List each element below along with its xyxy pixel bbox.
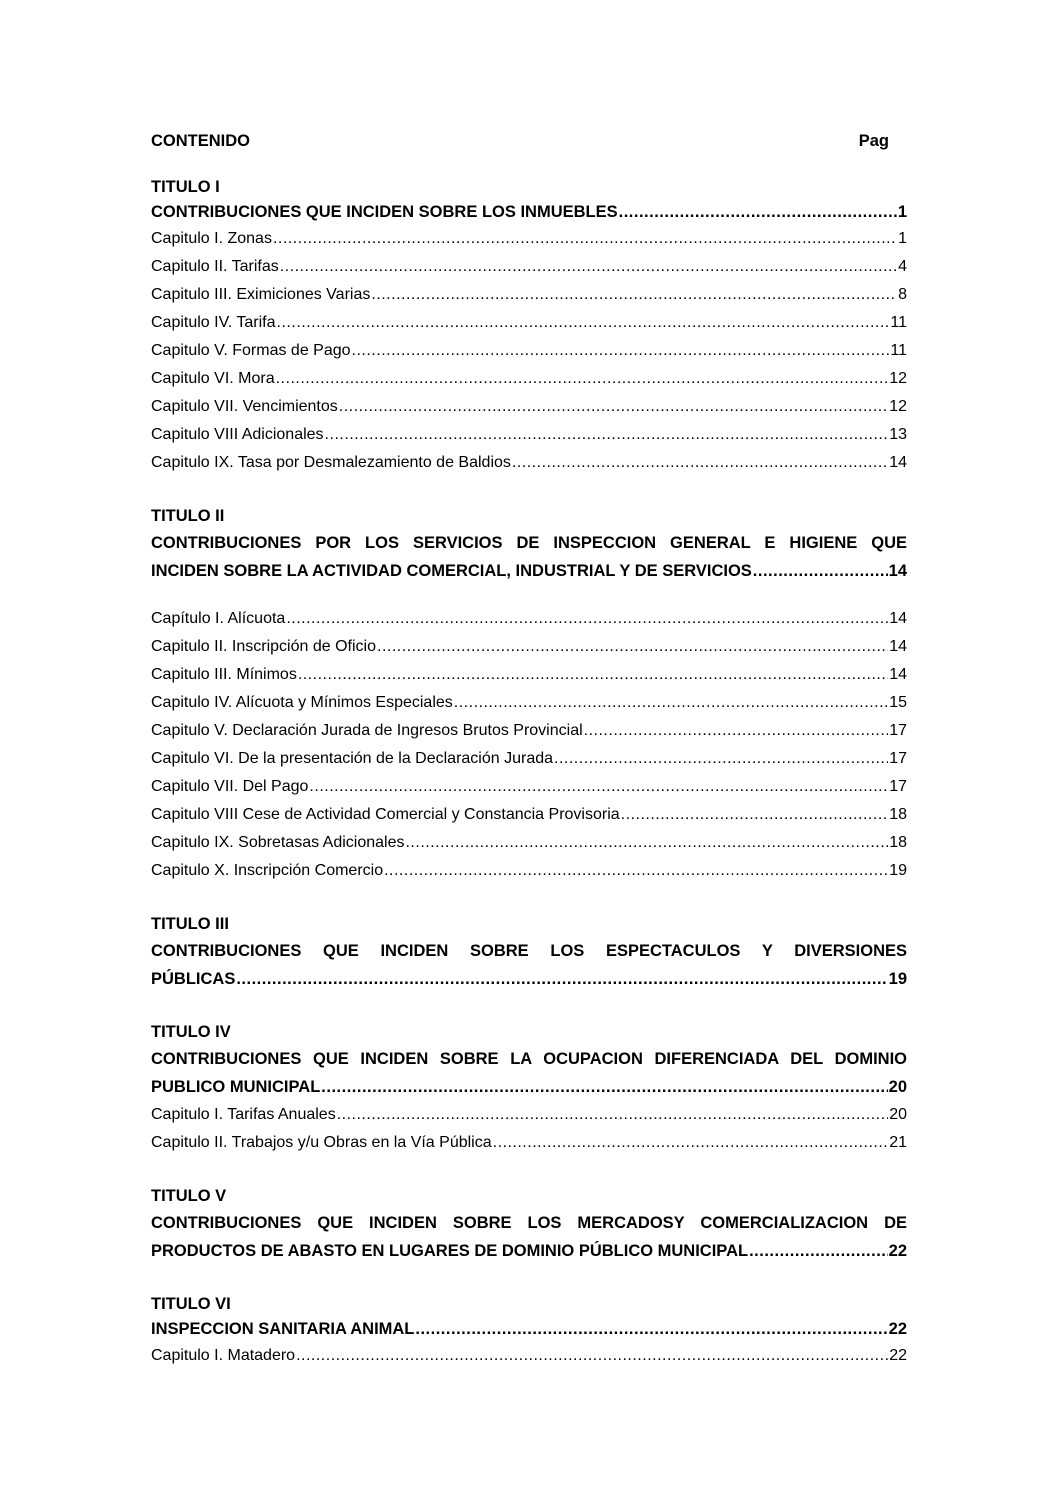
toc-entry: Capitulo II. Tarifas ..... 4 <box>151 253 907 281</box>
toc-entry: Capitulo III. Mínimos ..... 14 <box>151 661 907 689</box>
table-of-contents <box>151 128 907 1370</box>
page-number: 22 <box>888 1242 907 1260</box>
toc-entry: Capítulo I. Alícuota ..... 14 <box>151 605 907 633</box>
section-titulo-2 <box>151 503 907 885</box>
titulo-heading: PRODUCTOS DE ABASTO EN LUGARES DE DOMINIO PÚBLICO MUNICIPAL ..... 22 <box>151 1237 907 1265</box>
titulo-heading: PUBLICO MUNICIPAL ..... 20 <box>151 1073 907 1101</box>
page-number: 22 <box>888 1320 907 1338</box>
page-number: 1 <box>897 203 907 221</box>
titulo-heading: INSPECCION SANITARIA ANIMAL ..... 22 <box>151 1317 907 1342</box>
titulo-label: TITULO III <box>151 915 229 933</box>
titulo-heading-line: CONTRIBUCIONES QUE INCIDEN SOBRE LOS ESPECTACULOS Y DIVERSIONES <box>151 942 907 960</box>
toc-entry: Capitulo IX. Tasa por Desmalezamiento de Baldios ..... 14 <box>151 449 907 477</box>
toc-entry: Capitulo VIII Adicionales ..... 13 <box>151 421 907 449</box>
titulo-heading: PÚBLICAS ..... 19 <box>151 965 907 993</box>
toc-entry: Capitulo IV. Tarifa ..... 11 <box>151 309 907 337</box>
toc-entry: Capitulo V. Formas de Pago ..... 11 <box>151 337 907 365</box>
titulo-label: TITULO II <box>151 507 225 525</box>
titulo-heading: CONTRIBUCIONES QUE INCIDEN SOBRE LOS INMUEBLES ..... 1 <box>151 200 907 225</box>
toc-entry: Capitulo VIII Cese de Actividad Comercial y Constancia Provisoria ..... 18 <box>151 801 907 829</box>
toc-entry: Capitulo X. Inscripción Comercio ..... 19 <box>151 857 907 885</box>
titulo-heading-line: CONTRIBUCIONES QUE INCIDEN SOBRE LOS MERCADOSY COMERCIALIZACION DE <box>151 1214 907 1232</box>
titulo-label: TITULO V <box>151 1187 227 1205</box>
toc-entry: Capitulo I. Tarifas Anuales ..... 20 <box>151 1101 907 1129</box>
toc-entry: Capitulo II. Trabajos y/u Obras en la Vía Pública ..... 21 <box>151 1129 907 1157</box>
toc-entry: Capitulo III. Eximiciones Varias ..... 8 <box>151 281 907 309</box>
toc-entry: Capitulo VI. De la presentación de la Declaración Jurada ..... 17 <box>151 745 907 773</box>
toc-entry: Capitulo VII. Vencimientos ..... 12 <box>151 393 907 421</box>
titulo-label: TITULO I <box>151 178 220 196</box>
section-titulo-6 <box>151 1291 907 1370</box>
titulo-heading-line: CONTRIBUCIONES POR LOS SERVICIOS DE INSPECCION GENERAL E HIGIENE QUE <box>151 534 907 552</box>
contenido-title: CONTENIDO <box>151 132 250 150</box>
section-titulo-3 <box>151 911 907 993</box>
titulo-label: TITULO VI <box>151 1295 231 1313</box>
toc-entry: Capitulo VI. Mora ..... 12 <box>151 365 907 393</box>
toc-entry: Capitulo V. Declaración Jurada de Ingresos Brutos Provincial ..... 17 <box>151 717 907 745</box>
titulo-label: TITULO IV <box>151 1023 231 1041</box>
section-titulo-1 <box>151 174 907 477</box>
toc-entry: Capitulo I. Zonas ..... 1 <box>151 225 907 253</box>
toc-entry: Capitulo VII. Del Pago ..... 17 <box>151 773 907 801</box>
toc-entry: Capitulo IV. Alícuota y Mínimos Especiales ..... 15 <box>151 689 907 717</box>
section-titulo-4 <box>151 1019 907 1157</box>
page-number: 19 <box>888 970 907 988</box>
toc-entry: Capitulo IX. Sobretasas Adicionales ..... 18 <box>151 829 907 857</box>
titulo-heading: INCIDEN SOBRE LA ACTIVIDAD COMERCIAL, INDUSTRIAL Y DE SERVICIOS ..... 14 <box>151 557 907 585</box>
toc-entry: Capitulo II. Inscripción de Oficio ..... 14 <box>151 633 907 661</box>
titulo-heading-line: CONTRIBUCIONES QUE INCIDEN SOBRE LA OCUPACION DIFERENCIADA DEL DOMINIO <box>151 1050 907 1068</box>
toc-header <box>151 128 907 154</box>
page-number: 14 <box>888 562 907 580</box>
section-titulo-5 <box>151 1183 907 1265</box>
page-number: 20 <box>888 1078 907 1096</box>
pag-column-label: Pag <box>858 132 889 150</box>
toc-entry: Capitulo I. Matadero ..... 22 <box>151 1342 907 1370</box>
